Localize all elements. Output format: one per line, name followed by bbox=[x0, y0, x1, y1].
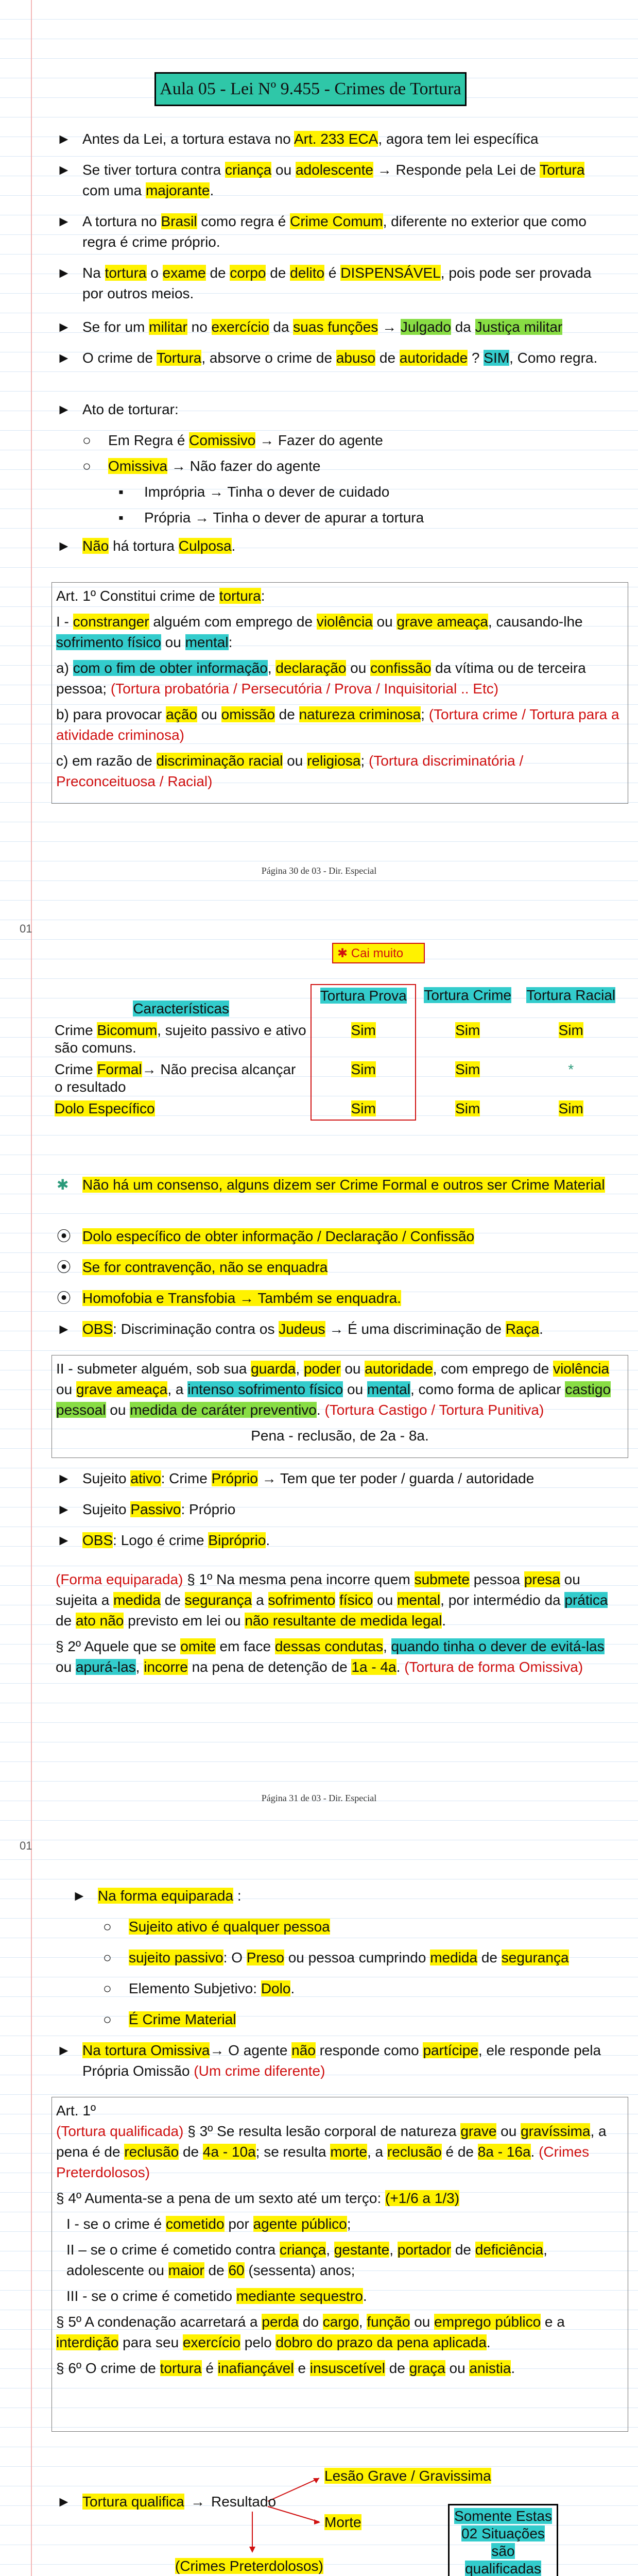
diagram-node-resultado: Resultado bbox=[211, 2494, 277, 2510]
bullet-item: ► Se for um militar no exercício da suas funções → Julgado da Justiça militar bbox=[57, 317, 613, 337]
bullet-item: ► Ato de torturar: bbox=[57, 399, 613, 420]
bullet-item: ► Na tortura Omissiva→ O agente não responde como partícipe, ele responde pela Própria Omissão (Um crime diferente) bbox=[57, 2040, 613, 2081]
dot-bullet-icon: ⦿ bbox=[57, 1290, 72, 1306]
square-bullet-icon: ▪ bbox=[118, 484, 124, 500]
diagram-note-box: Somente Estas 02 Situações são qualificadas bbox=[448, 2504, 558, 2576]
arrow-bullet-icon: ► bbox=[57, 1470, 71, 1486]
square-bullet-icon: ▪ bbox=[118, 510, 124, 526]
dot-bullet-icon: ⦿ bbox=[57, 1228, 72, 1244]
page-number: Página 30 de 03 - Dir. Especial bbox=[261, 866, 377, 876]
diagram-bullet bbox=[57, 2494, 71, 2510]
table-row: Dolo Específico Sim Sim Sim bbox=[51, 1098, 623, 1120]
bullet-item: ► OBS: Logo é crime Bipróprio. bbox=[57, 1530, 613, 1551]
sub-bullet-item: ○ Elemento Subjetivo: Dolo. bbox=[103, 1978, 608, 1999]
bullet-item: ► A tortura no Brasil como regra é Crime Comum, diferente no exterior que como regra é crime próprio. bbox=[57, 211, 613, 252]
page-mark: 01 bbox=[20, 1839, 32, 1852]
sub-bullet-item: ○ Em Regra é Comissivo → Fazer do agente bbox=[82, 430, 597, 451]
bullet-item: ► Se tiver tortura contra criança ou adolescente → Responde pela Lei de Tortura com uma majorante. bbox=[57, 160, 613, 201]
page-mark: 01 bbox=[20, 922, 32, 935]
arrow-bullet-icon: ► bbox=[57, 213, 71, 229]
arrow-bullet-icon: ► bbox=[57, 350, 71, 366]
bullet-item: ► Sujeito ativo: Crime Próprio → Tem que ter poder / guarda / autoridade bbox=[57, 1468, 613, 1489]
bullet-item: ⦿ Homofobia e Transfobia → Também se enquadra. bbox=[57, 1288, 613, 1309]
law-text-block: (Forma equiparada) § 1º Na mesma pena incorre quem submete pessoa presa ou sujeita a medida de segurança a sofrimento físico ou mental, por intermédio da prática de ato não previsto em lei ou não resultante de medida legal. § 2º Aquele que se omite em face dessas condutas, quando tinha o dever de evitá-las ou apurá-las, incorre na pena de detenção de 1a - 4a. (Tortura de forma Omissiva) bbox=[56, 1571, 608, 1675]
bullet-item: ► Sujeito Passivo: Próprio bbox=[57, 1499, 613, 1520]
note-item: ✱ Não há um consenso, alguns dizem ser Crime Formal e outros ser Crime Material bbox=[57, 1175, 613, 1195]
circle-bullet-icon: ○ bbox=[103, 1950, 112, 1965]
arrow-bullet-icon: ► bbox=[72, 1888, 87, 1904]
arrow-bullet-icon: ► bbox=[57, 538, 71, 554]
page-title: Aula 05 - Lei Nº 9.455 - Crimes de Tortura bbox=[154, 72, 467, 106]
diagram-node-preterdolosos: (Crimes Preterdolosos) bbox=[175, 2558, 323, 2574]
circle-bullet-icon: ○ bbox=[103, 2011, 112, 2027]
circle-bullet-icon: ○ bbox=[103, 1919, 112, 1935]
diagram-node-lesao: Lesão Grave / Gravissima bbox=[324, 2468, 491, 2484]
diagram-node-qualifica: Tortura qualifica bbox=[82, 2494, 184, 2510]
law-text-box: Art. 1º (Tortura qualificada) § 3º Se resulta lesão corporal de natureza grave ou gravíssima, a pena é de reclusão de 4a - 10a; se resulta morte, a reclusão é de 8a - 16a. (Crimes Preterdolosos) § 4º Aumenta-se a pena de um sexto até um terço: (+1/6 a 1/3) I - se o crime é cometido por agente público; II – se o crime é cometido contra criança, gestante, portador de deficiência, adolescente ou maior de 60 (sessenta) anos; III - se o crime é cometido mediante sequestro. § 5º A condenação acarretará a perda do cargo, função ou emprego público e a interdição para seu exercício pelo dobro do prazo da pena aplicada. § 6º O crime de tortura é inafiançável e insuscetível de graça ou anistia. bbox=[51, 2097, 628, 2432]
arrow-bullet-icon: ► bbox=[57, 319, 71, 335]
circle-bullet-icon: ○ bbox=[103, 1980, 112, 1996]
bullet-item: ⦿ Dolo específico de obter informação / Declaração / Confissão bbox=[57, 1226, 613, 1247]
arrow-bullet-icon: ► bbox=[57, 131, 71, 147]
page-number: Página 31 de 03 - Dir. Especial bbox=[261, 1793, 377, 1803]
law-text-box: Art. 1º Constitui crime de tortura: I - constranger alguém com emprego de violência ou grave ameaça, causando-lhe sofrimento físico ou mental: a) com o fim de obter informação, declaração ou confissão da vítima ou de terceira pessoa; (Tortura probatória / Persecutória / Prova / Inquisitorial .. Etc) b) para provocar ação ou omissão de natureza criminosa; (Tortura crime / Tortura para a atividade criminosa) c) em razão de discriminação racial ou religiosa; (Tortura discriminatória / Preconceituosa / Racial) bbox=[51, 582, 628, 804]
sub-sub-bullet-item: ▪ Própria → Tinha o dever de apurar a tortura bbox=[118, 507, 582, 528]
notebook-margin-line bbox=[31, 0, 32, 2576]
arrow-bullet-icon: ► bbox=[57, 1501, 71, 1517]
bullet-item: ► OBS: Discriminação contra os Judeus → É uma discriminação de Raça. bbox=[57, 1319, 613, 1340]
arrow-bullet-icon: ► bbox=[57, 2494, 71, 2510]
bullet-item: ⦿ Se for contravenção, não se enquadra bbox=[57, 1257, 613, 1278]
bullet-item: ► Na forma equiparada : bbox=[72, 1886, 628, 1906]
qualification-diagram bbox=[51, 2447, 628, 2576]
arrow-bullet-icon: ► bbox=[57, 1321, 71, 1337]
circle-bullet-icon: ○ bbox=[82, 458, 91, 474]
law-text-box: II - submeter alguém, sob sua guarda, poder ou autoridade, com emprego de violência ou grave ameaça, a intenso sofrimento físico ou mental, como forma de aplicar castigo pessoal ou medida de caráter preventivo. (Tortura Castigo / Tortura Punitiva) Pena - reclusão, de 2a - 8a. bbox=[51, 1355, 628, 1458]
circle-bullet-icon: ○ bbox=[82, 432, 91, 448]
arrow-bullet-icon: ► bbox=[57, 162, 71, 178]
sub-bullet-item: ○ sujeito passivo: O Preso ou pessoa cumprindo medida de segurança bbox=[103, 1947, 608, 1968]
table-row: Crime Formal→ Não precisa alcançar o resultado Sim Sim * bbox=[51, 1059, 623, 1098]
comparison-table bbox=[51, 984, 623, 1121]
diagram-arrow: → bbox=[191, 2494, 205, 2510]
arrow-bullet-icon: ► bbox=[57, 401, 71, 417]
table-row: Crime Bicomum, sujeito passivo e ativo são comuns. Sim Sim Sim bbox=[51, 1020, 623, 1059]
sub-bullet-item: ○ Sujeito ativo é qualquer pessoa bbox=[103, 1917, 608, 1937]
dot-bullet-icon: ⦿ bbox=[57, 1259, 72, 1275]
sub-bullet-item: ○ Omissiva → Não fazer do agente bbox=[82, 456, 597, 477]
bullet-item: ► O crime de Tortura, absorve o crime de abuso de autoridade ? SIM, Como regra. bbox=[57, 348, 613, 368]
sub-bullet-item: ○ É Crime Material bbox=[103, 2009, 608, 2030]
bullet-item: ► Não há tortura Culposa. bbox=[57, 536, 613, 556]
note-label: ✱ Cai muito bbox=[332, 943, 425, 963]
arrow-bullet-icon: ► bbox=[57, 265, 71, 281]
arrow-bullet-icon: ► bbox=[57, 2042, 71, 2058]
table-header-row: Características Tortura Prova Tortura Crime Tortura Racial bbox=[51, 985, 623, 1020]
arrow-bullet-icon: ► bbox=[57, 1532, 71, 1548]
bullet-item: ► Antes da Lei, a tortura estava no Art. 233 ECA, agora tem lei específica bbox=[57, 129, 613, 149]
diagram-node-morte: Morte bbox=[324, 2514, 361, 2530]
star-icon: ✱ bbox=[337, 946, 351, 960]
sub-sub-bullet-item: ▪ Imprópria → Tinha o dever de cuidado bbox=[118, 482, 582, 502]
asterisk-icon: ✱ bbox=[57, 1177, 69, 1193]
bullet-item: ► Na tortura o exame de corpo de delito é DISPENSÁVEL, pois pode ser provada por outros meios. bbox=[57, 263, 613, 304]
